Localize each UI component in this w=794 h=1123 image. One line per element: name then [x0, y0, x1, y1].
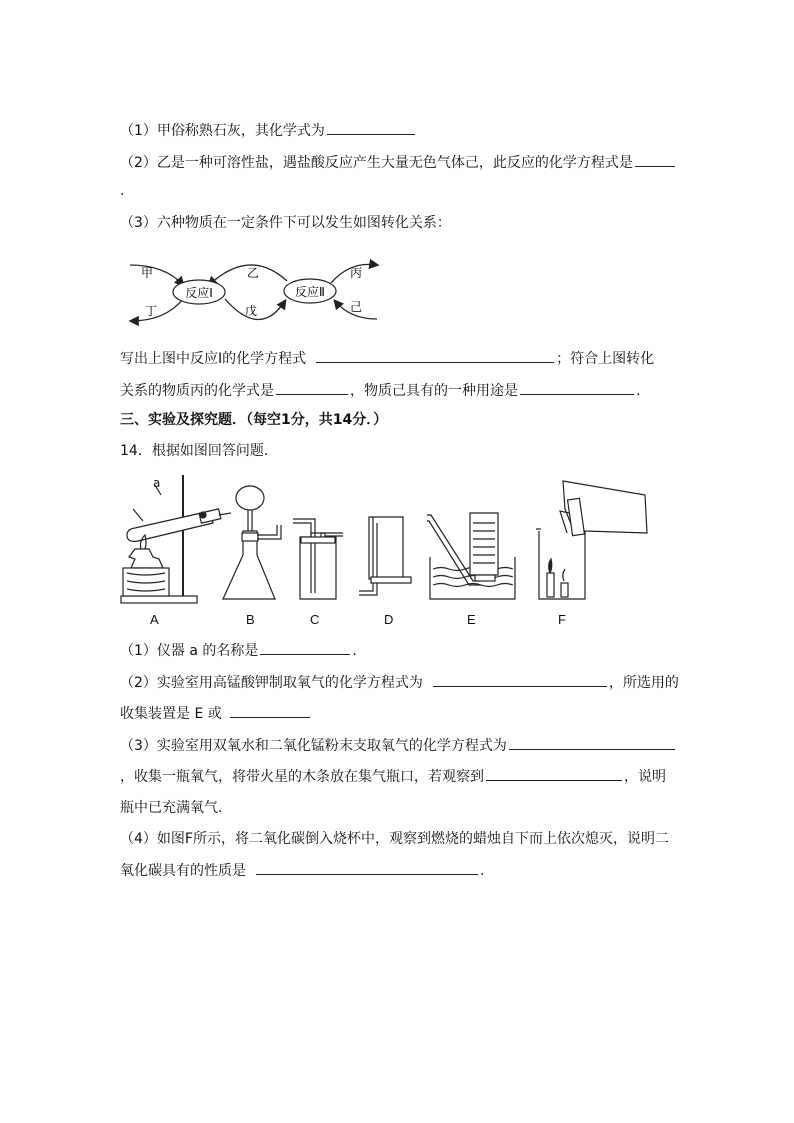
sub-question-3-observe-text-2: ，说明 [624, 769, 666, 785]
reaction-2-label: 反应Ⅱ [295, 285, 325, 299]
apparatus-label-e: E [467, 612, 476, 627]
apparatus-f [536, 481, 647, 599]
answer-blank[interactable] [509, 735, 675, 750]
sub-question-4-property [120, 860, 484, 881]
apparatus-e [427, 513, 515, 599]
question-1 [120, 120, 417, 141]
reaction-diagram [125, 253, 385, 331]
sub-question-2 [120, 672, 679, 693]
question-3-bing [120, 380, 640, 401]
sub-question-3-observe-text: ，收集一瓶氧气，将带火星的木条放在集气瓶口，若观察到 [120, 769, 484, 785]
sub-question-1 [120, 640, 357, 661]
sub-question-3 [120, 735, 677, 756]
answer-blank[interactable] [260, 640, 350, 655]
period: . [352, 643, 357, 659]
apparatus-figure [115, 473, 660, 608]
sub-question-3-observe [120, 766, 666, 787]
label-bing: 丙 [350, 266, 363, 280]
answer-blank[interactable] [433, 672, 607, 687]
apparatus-a [121, 475, 231, 603]
reaction-1-label: 反应Ⅰ [185, 286, 213, 300]
period: . [480, 863, 485, 879]
label-instrument-a: a [153, 476, 161, 490]
apparatus-label-f: F [558, 612, 566, 627]
label-jia: 甲 [141, 266, 154, 280]
question-3: （3）六种物质在一定条件下可以发生如图转化关系： [120, 215, 451, 231]
question-1-text: （1）甲俗称熟石灰，其化学式为 [120, 123, 325, 139]
answer-blank[interactable] [256, 860, 478, 875]
sub-question-3-end: 瓶中已充满氧气． [120, 800, 232, 816]
question-2-end: . [120, 183, 125, 199]
section-title: 三、实验及探究题．（每空1分，共14分．） [120, 412, 388, 428]
sub-question-2-text-2: ，所选用的 [608, 675, 679, 691]
sub-question-2-collect-text: 收集装置是 E 或 [120, 706, 222, 722]
period: . [636, 383, 641, 399]
question-2 [120, 152, 677, 173]
sub-question-4-property-text: 氧化碳具有的性质是 [120, 863, 246, 879]
question-3-eq [120, 348, 654, 369]
label-yi: 乙 [247, 266, 260, 280]
apparatus-label-b: B [246, 612, 255, 627]
apparatus-label-c: C [310, 612, 320, 627]
question-3-bing-text: 关系的物质丙的化学式是 [120, 383, 274, 399]
sub-question-2-collect [120, 703, 312, 724]
apparatus-label-d: D [384, 612, 394, 627]
sub-question-4: （4）如图F所示，将二氧化碳倒入烧杯中，观察到燃烧的蜡烛自下而上依次熄灭，说明二 [120, 831, 669, 847]
answer-blank[interactable] [327, 120, 415, 135]
label-ding: 丁 [145, 304, 158, 318]
answer-blank[interactable] [276, 380, 348, 395]
label-wu: 戊 [245, 304, 258, 318]
answer-blank[interactable] [486, 766, 622, 781]
sub-question-3-text: （3）实验室用双氧水和二氧化锰粉末支取氧气的化学方程式为 [120, 738, 507, 754]
apparatus-d [359, 517, 411, 595]
apparatus-b [223, 486, 281, 599]
answer-blank[interactable] [316, 348, 554, 363]
apparatus-label-a: A [150, 612, 159, 627]
question-2-text: （2）乙是一种可溶性盐，遇盐酸反应产生大量无色气体己，此反应的化学方程式是 [120, 155, 633, 171]
answer-blank[interactable] [635, 152, 675, 167]
question-14-title: 14．根据如图回答问题． [120, 443, 278, 459]
apparatus-c [293, 519, 343, 599]
question-3-eq-text: 写出上图中反应Ⅰ的化学方程式 [120, 351, 307, 367]
question-3-eq-text-2: ；符合上图转化 [556, 351, 655, 367]
answer-blank[interactable] [520, 380, 634, 395]
arrow-jia-to-r1 [130, 265, 183, 285]
label-ji: 己 [350, 300, 363, 314]
sub-question-2-text: （2）实验室用高锰酸钾制取氧气的化学方程式为 [120, 675, 423, 691]
answer-blank[interactable] [230, 703, 310, 718]
sub-question-1-text: （1）仪器 a 的名称是 [120, 643, 259, 659]
question-3-ji-text: ，物质己具有的一种用途是 [350, 383, 518, 399]
